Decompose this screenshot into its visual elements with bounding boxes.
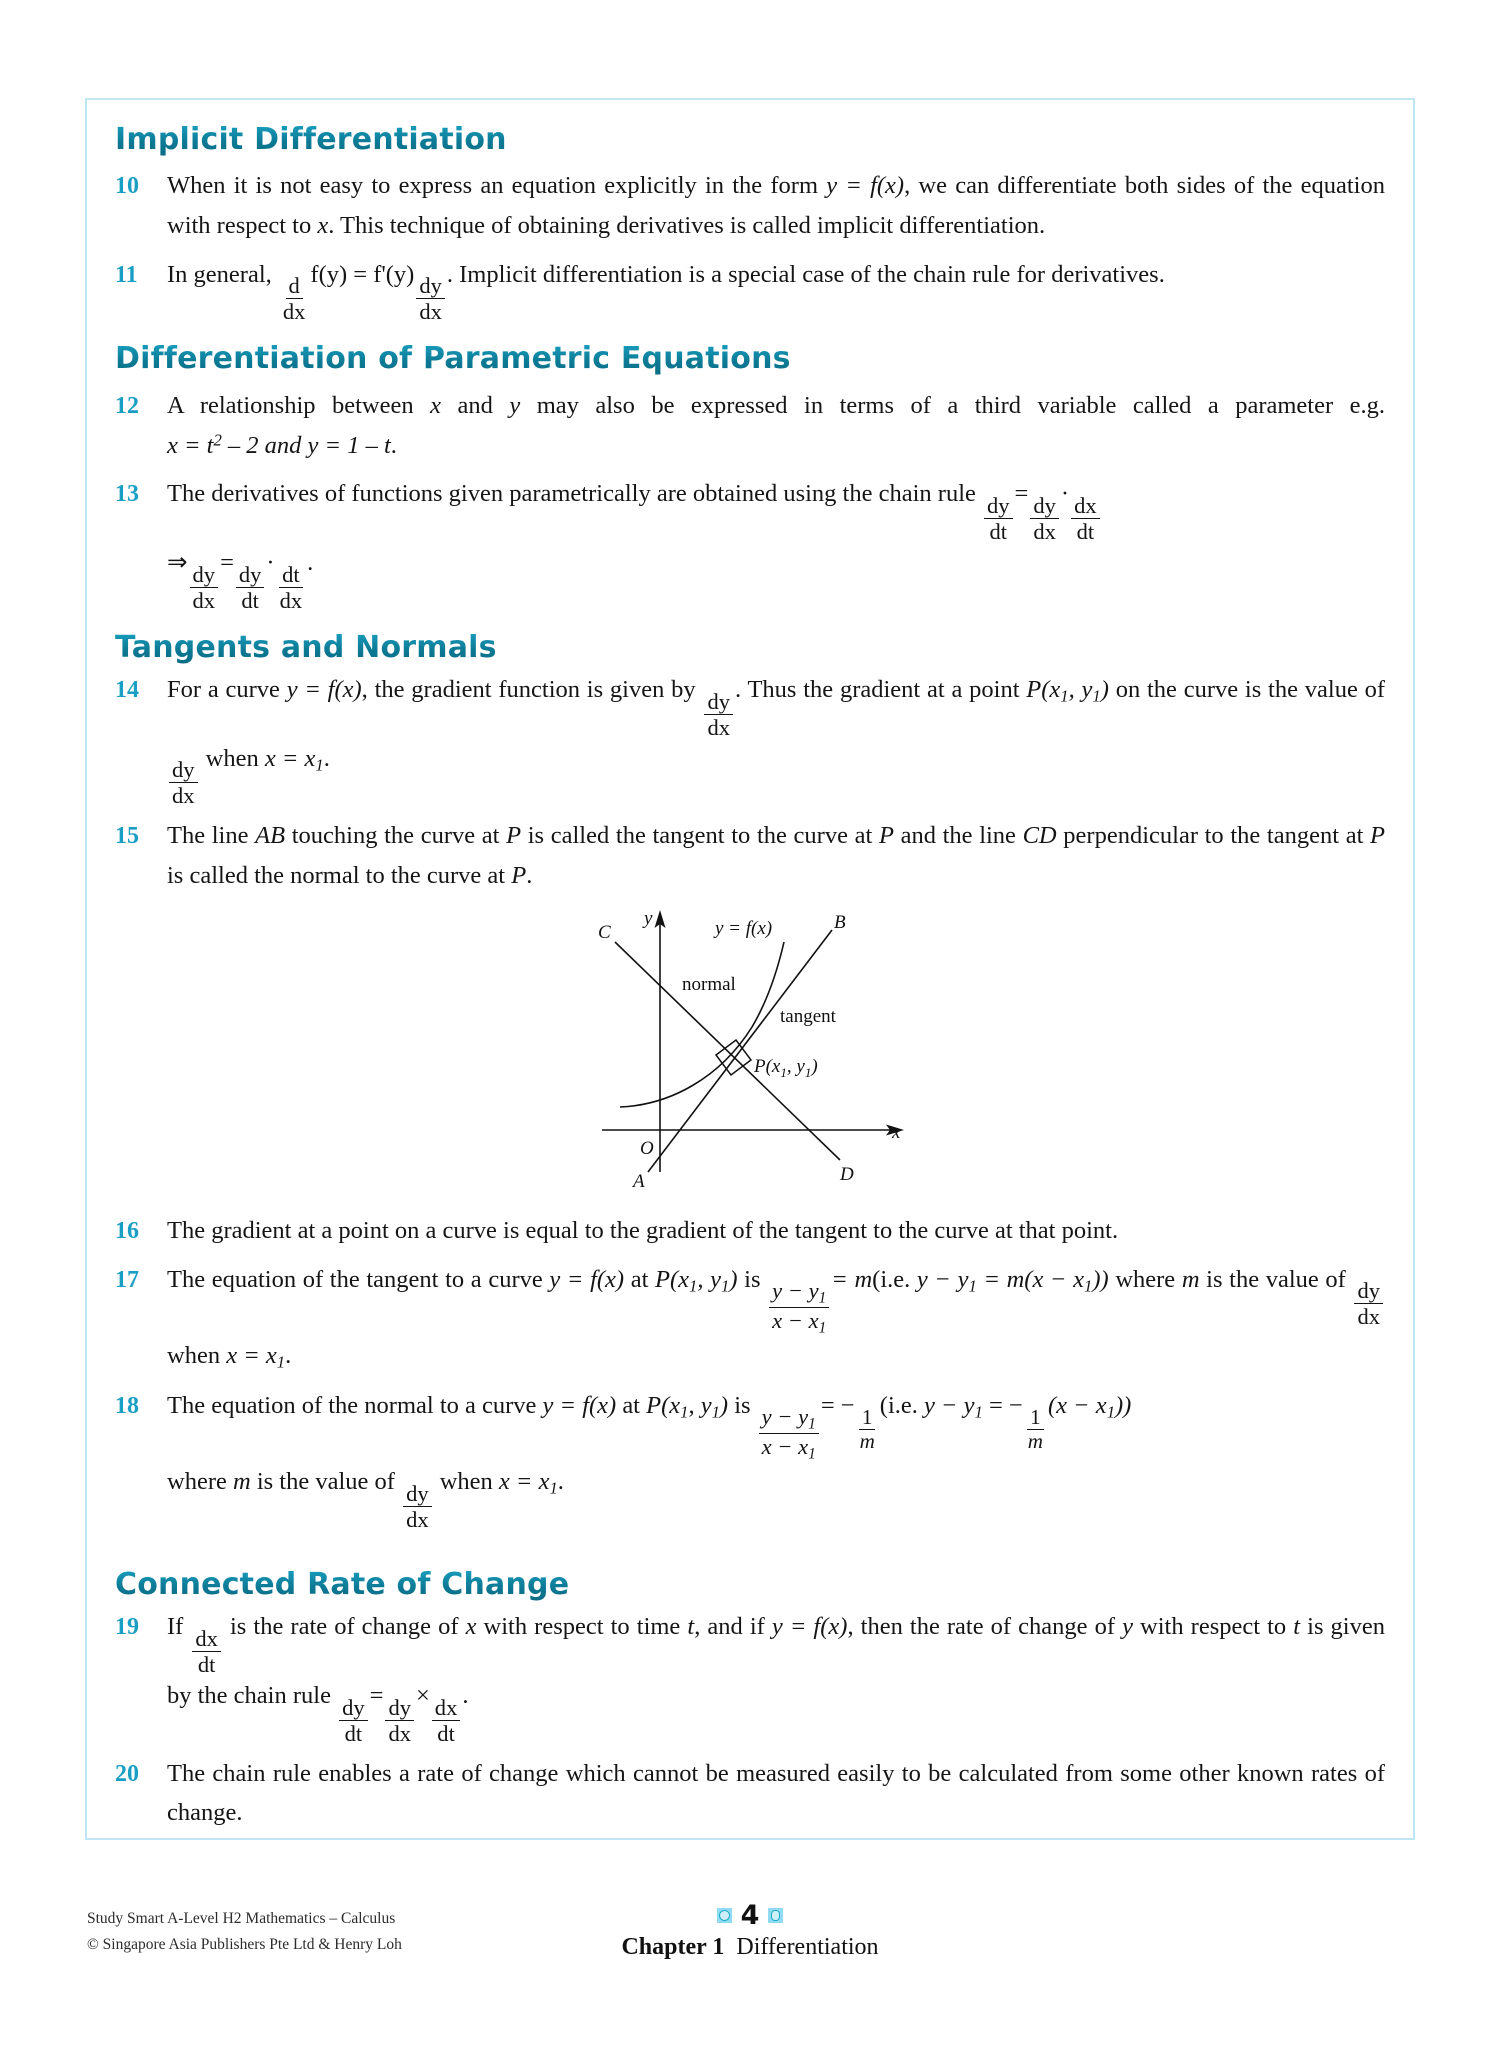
chapter-title: Differentiation (736, 1934, 879, 1960)
fraction-numerator (769, 1279, 829, 1308)
text-fragment: when (167, 1342, 227, 1370)
variable-x: x (465, 1613, 477, 1641)
fraction-denominator: dt (241, 587, 259, 613)
equation-text: y = 1 – t (307, 431, 391, 459)
equation-text: = m(x − x (976, 1265, 1085, 1293)
variable-x: x (430, 391, 441, 419)
fraction-denominator: dx (192, 587, 216, 613)
text-fragment: is called the normal to the curve at (167, 862, 512, 890)
fraction-numerator: dy (169, 758, 198, 783)
fraction-numerator: dy (190, 563, 219, 588)
subscript: 1 (974, 1402, 983, 1422)
text-fragment: with respect to time (476, 1613, 688, 1641)
point-label-P (753, 1056, 818, 1080)
point-label-P: P (511, 862, 527, 890)
inline-equation: y = f(x) (542, 1391, 617, 1419)
origin-label: O (640, 1137, 654, 1159)
inline-equation: y = f(x) (286, 675, 362, 703)
fraction-denominator: dx (388, 1720, 411, 1746)
point-text: , y (697, 1265, 722, 1293)
fraction-numerator: dy (339, 1696, 368, 1721)
subscript: 1 (1060, 686, 1069, 706)
subscript: 1 (1106, 1402, 1116, 1422)
fraction-d-dx (280, 274, 309, 323)
fraction-numerator: dy (1030, 494, 1059, 519)
item-text (167, 1260, 1385, 1377)
item-number: 16 (115, 1217, 139, 1244)
subscript: 1 (276, 1352, 286, 1372)
text-fragment: on the curve is the value of (1108, 675, 1386, 703)
text-fragment: The equation of the tangent to a curve (167, 1265, 550, 1293)
fraction-dx-dt (1071, 494, 1100, 543)
fraction-denominator: dt (989, 518, 1008, 544)
fraction-dy-dt (339, 1696, 368, 1745)
text-fragment: . (526, 862, 533, 890)
text-fragment: . (285, 1342, 292, 1370)
subscript: 1 (968, 1276, 977, 1296)
text-fragment: , and if (694, 1613, 772, 1641)
section-heading-connected-rate-of-change: Connected Rate of Change (115, 1567, 1385, 1602)
point-label-P: P (506, 822, 522, 850)
fraction-numerator: dy (403, 1482, 432, 1507)
item-number: 12 (115, 392, 139, 419)
text-fragment: is (737, 1265, 768, 1293)
footer-center-block (85, 1900, 1415, 1961)
curve-label: y = f(x) (715, 917, 773, 939)
item-text: The chain rule enables a rate of change which cannot be measured easily to be calculated from some other known rates of change. (167, 1759, 1385, 1827)
inline-equation (826, 172, 904, 199)
point-text: ) (729, 1265, 738, 1293)
fraction-numerator: dy (385, 1696, 414, 1721)
fraction-dx-dt-2 (432, 1696, 461, 1745)
text-fragment: , we can differentiate both sides of the equation with respect to (167, 172, 1385, 240)
item-number: 13 (115, 481, 139, 508)
implies-arrow: ⇒ (167, 548, 188, 576)
dot-operator: · (1060, 480, 1070, 508)
section-heading-parametric-equations: Differentiation of Parametric Equations (115, 341, 1385, 376)
fraction-dy-dx (1354, 1279, 1383, 1328)
fraction-denominator: dx (282, 299, 306, 325)
equation-text: y − y (916, 1265, 969, 1293)
fraction-denominator: dx (172, 783, 195, 809)
subscript: 1 (721, 1276, 730, 1296)
list-item (115, 1754, 1385, 1833)
text-fragment: with respect to (1132, 1613, 1294, 1641)
fraction-numerator: dt (279, 563, 303, 588)
variable-y: y (1122, 1613, 1133, 1641)
item-number: 19 (115, 1614, 139, 1641)
decorative-square-left-icon (717, 1908, 732, 1923)
equation-text: x = x (498, 1468, 550, 1496)
point-text: P(x (754, 1055, 781, 1077)
equals-sign: = (1014, 480, 1029, 508)
inline-equation (916, 1265, 1109, 1296)
list-item (115, 386, 1385, 465)
text-fragment: when (199, 744, 265, 772)
point-text: , y (688, 1391, 712, 1419)
fraction-numerator (759, 1405, 819, 1434)
fraction-gradient-ratio (759, 1405, 819, 1462)
tangent-line-AB (648, 930, 832, 1172)
fraction-numerator: dx (192, 1627, 221, 1652)
page-number-row (717, 1900, 784, 1930)
subscript: 1 (1084, 1276, 1093, 1296)
fraction-numerator: 1 (1027, 1407, 1044, 1430)
item-text (167, 166, 1385, 245)
item-number: 18 (115, 1392, 139, 1419)
fraction-denominator: dt (344, 1720, 363, 1746)
section-heading-implicit-differentiation: Implicit Differentiation (115, 122, 1385, 157)
text-fragment: . This technique of obtaining derivatives is called implicit differentiation. (328, 212, 1046, 240)
fraction-numerator: dy (1354, 1279, 1383, 1304)
subscript: 1 (680, 1402, 689, 1422)
fraction-dx-dt (192, 1627, 221, 1676)
text-fragment: is called the tangent to the curve at (521, 822, 879, 850)
item-text (167, 1386, 1385, 1531)
point-label-P (655, 1265, 738, 1296)
equation-text: – 2 and (221, 431, 308, 459)
text-fragment: A relationship between (167, 391, 431, 419)
text-fragment: . (462, 1682, 469, 1710)
numerator-text: y − y (761, 1404, 809, 1430)
copyright-line: © Singapore Asia Publishers Pte Ltd & Henry Loh (87, 1935, 402, 1953)
fraction-denominator: dx (279, 587, 303, 613)
text-fragment: If (167, 1613, 191, 1641)
equation-text: )) (1092, 1265, 1109, 1293)
fraction-numerator: 1 (859, 1407, 876, 1430)
equation-text: )) (1115, 1391, 1132, 1419)
tangent-line-label: tangent (780, 1005, 836, 1027)
fraction-denominator (769, 1308, 829, 1336)
book-title: Study Smart A-Level H2 Mathematics – Calculus (87, 1910, 396, 1927)
fraction-dy-dx (403, 1482, 432, 1531)
equals-m: = m (831, 1265, 873, 1293)
text-fragment: when (433, 1468, 499, 1496)
text-fragment: may also be expressed in terms of a third variable called a parameter e.g. (520, 391, 1386, 419)
inline-equation (924, 1391, 1023, 1422)
item-number: 15 (115, 823, 139, 850)
text-fragment: touching the curve at (285, 822, 507, 850)
equals-negative: = − (820, 1391, 855, 1419)
equation-text: x = x (264, 744, 316, 772)
fraction-one-over-m (857, 1404, 878, 1454)
fraction-numerator: dx (432, 1696, 461, 1721)
point-label-P: P (1370, 822, 1386, 850)
variable-y: y (509, 391, 521, 419)
point-label-A: A (633, 1170, 645, 1192)
text-fragment: where (167, 1468, 233, 1496)
variable-m: m (1181, 1265, 1200, 1293)
variable-m: m (232, 1468, 251, 1496)
item-text (167, 474, 1385, 611)
list-item (115, 1607, 1385, 1744)
point-text: ) (1100, 675, 1109, 703)
denominator-text: x − x (761, 1434, 809, 1460)
text-fragment: (i.e. (872, 1265, 917, 1293)
text-fragment: perpendicular to the tangent at (1056, 822, 1371, 850)
subscript: 1 (804, 1064, 812, 1080)
point-text: P(x (1026, 675, 1061, 703)
list-item (115, 166, 1385, 245)
fraction-dy-dx (704, 690, 733, 739)
fraction-denominator: m (859, 1429, 875, 1454)
fraction-denominator: dx (1033, 518, 1056, 544)
item-text (167, 255, 1385, 324)
fraction-dy-dx-2 (190, 563, 219, 612)
text-fragment: is the value of (1199, 1265, 1353, 1293)
fraction-dy-dt-2 (236, 563, 265, 612)
line-label-AB: AB (255, 822, 286, 850)
exponent: 2 (213, 429, 222, 449)
equation-text: y − y (924, 1391, 975, 1419)
item-number: 17 (115, 1266, 139, 1293)
text-fragment: In general, (167, 260, 278, 288)
fraction-denominator: dx (707, 714, 730, 740)
point-text: , y (786, 1055, 805, 1077)
numerator-text: y − y (772, 1278, 819, 1304)
inline-equation (1047, 1391, 1132, 1422)
fraction-numerator: dy (416, 274, 445, 299)
item-text (167, 1607, 1385, 1744)
text-fragment: at (616, 1391, 647, 1419)
point-text: P(x (655, 1265, 690, 1293)
equation-text: = − (982, 1391, 1023, 1419)
list-item (115, 816, 1385, 895)
tangent-normal-figure-container (115, 902, 1385, 1202)
fraction-denominator: dx (406, 1507, 429, 1532)
fraction-denominator: dt (197, 1652, 216, 1678)
point-text: P(x (646, 1391, 681, 1419)
fraction-denominator: dt (437, 1720, 455, 1746)
text-fragment: . (323, 744, 330, 772)
chapter-line (85, 1934, 1415, 1961)
list-item (115, 1386, 1385, 1531)
text-fragment: , the gradient function is given by (361, 675, 703, 703)
subscript: 1 (315, 755, 324, 775)
variable-x: x (317, 212, 329, 240)
multiply-sign: × (415, 1682, 430, 1710)
fraction-denominator: dt (1076, 518, 1095, 544)
list-item (115, 474, 1385, 611)
variable-t: t (687, 1613, 695, 1641)
point-label-P (646, 1391, 729, 1422)
point-text: , y (1068, 675, 1093, 703)
text-fragment: . (557, 1468, 564, 1496)
inline-equation (264, 744, 324, 775)
fraction-denominator (759, 1434, 819, 1462)
fraction-denominator: dx (419, 299, 442, 325)
equals-sign: = (220, 548, 234, 576)
subscript: 1 (549, 1478, 558, 1498)
text-fragment: . Thus the gradient at a point (734, 675, 1027, 703)
fraction-denominator: dx (1357, 1304, 1381, 1330)
fraction-numerator: dy (984, 494, 1013, 519)
section-heading-tangents-and-normals: Tangents and Normals (115, 630, 1385, 665)
fraction-dy-dx-2 (169, 758, 198, 807)
text-fragment: When it is not easy to express an equation explicitly in the form (167, 172, 827, 200)
subscript: 1 (818, 1319, 827, 1337)
point-label-C: C (598, 921, 611, 943)
equation-text: x = x (226, 1342, 277, 1370)
text-fragment: f(y) = f'(y) (310, 260, 415, 288)
page-footer (85, 1900, 1415, 2010)
item-number: 11 (115, 261, 138, 288)
text-fragment: . (390, 431, 397, 459)
tangent-normal-diagram (540, 902, 960, 1202)
content-body (87, 100, 1413, 1838)
inline-equation (226, 1342, 286, 1372)
subscript: 1 (689, 1276, 698, 1296)
point-label-D: D (840, 1163, 854, 1185)
y-axis-label: y (644, 907, 653, 929)
inline-equation: y = f(x) (549, 1265, 625, 1293)
inline-equation (498, 1468, 558, 1498)
variable-t: t (1293, 1613, 1301, 1641)
subscript: 1 (808, 1445, 816, 1463)
subscript: 1 (1092, 686, 1101, 706)
denominator-text: x − x (772, 1308, 819, 1334)
decorative-square-right-icon (768, 1908, 783, 1923)
point-label-P (1026, 675, 1109, 706)
text-fragment: is the value of (250, 1468, 402, 1496)
text-fragment: where (1108, 1265, 1182, 1293)
fraction-numerator: dy (236, 563, 265, 588)
text-fragment: , then the rate of change of (847, 1613, 1123, 1641)
point-text: ) (719, 1391, 729, 1419)
inline-equation (167, 429, 391, 459)
item-number: 14 (115, 676, 139, 703)
page-number: 4 (740, 1899, 760, 1931)
item-text: The gradient at a point on a curve is equal to the gradient of the tangent to the curve at that point. (167, 1216, 1119, 1244)
x-axis-label: x (892, 1121, 901, 1143)
equation-text: x = t (167, 431, 214, 459)
equation-text: y = f(x) (826, 172, 905, 200)
text-fragment: The line (167, 822, 256, 850)
normal-line-label: normal (682, 973, 736, 995)
equation-text: (x − x (1047, 1391, 1107, 1419)
fraction-dt-dx (277, 563, 306, 612)
subscript: 1 (818, 1289, 827, 1307)
point-text: ) (811, 1055, 818, 1077)
text-fragment: The derivatives of functions given parametrically are obtained using the chain rule (167, 480, 983, 508)
inline-equation: y = f(x) (771, 1613, 848, 1641)
point-label-P: P (878, 822, 894, 850)
text-fragment: . Implicit differentiation is a special case of the chain rule for derivatives. (446, 260, 1165, 288)
equals-sign: = (369, 1682, 384, 1710)
fraction-one-over-m-2 (1025, 1404, 1046, 1454)
text-fragment: is the rate of change of (222, 1613, 466, 1641)
item-number: 10 (115, 173, 139, 200)
fraction-dy-dt (984, 494, 1013, 543)
list-item (115, 255, 1385, 324)
fraction-gradient-ratio (769, 1279, 829, 1336)
fraction-dy-dx (416, 274, 445, 323)
text-fragment: . (307, 548, 314, 576)
line-label-CD: CD (1022, 822, 1057, 850)
subscript: 1 (780, 1064, 787, 1080)
list-item (115, 1260, 1385, 1377)
fraction-numerator: dy (704, 690, 733, 715)
subscript: 1 (808, 1415, 816, 1433)
fraction-numerator: dx (1071, 494, 1100, 519)
dot-operator: · (266, 548, 275, 576)
text-fragment: at (624, 1265, 656, 1293)
text-fragment: is (728, 1391, 757, 1419)
fraction-numerator: d (286, 274, 303, 299)
list-item (115, 670, 1385, 807)
point-label-B: B (834, 911, 846, 933)
subscript: 1 (711, 1402, 720, 1422)
item-text (167, 386, 1385, 465)
text-fragment: is given by the chain rule (167, 1613, 1385, 1710)
fraction-dy-dx (385, 1696, 414, 1745)
content-frame (85, 98, 1415, 1840)
list-item (115, 1211, 1385, 1251)
text-fragment: (i.e. (879, 1391, 925, 1419)
fraction-denominator: m (1027, 1429, 1043, 1454)
chapter-label: Chapter 1 (621, 1934, 725, 1960)
fraction-dy-dx (1030, 494, 1059, 543)
text-fragment: The equation of the normal to a curve (167, 1391, 543, 1419)
item-text (167, 816, 1385, 895)
text-fragment: and the line (893, 822, 1023, 850)
item-text (167, 670, 1385, 807)
text-fragment: and (440, 391, 510, 419)
text-fragment: For a curve (167, 675, 287, 703)
item-number: 20 (115, 1760, 139, 1787)
